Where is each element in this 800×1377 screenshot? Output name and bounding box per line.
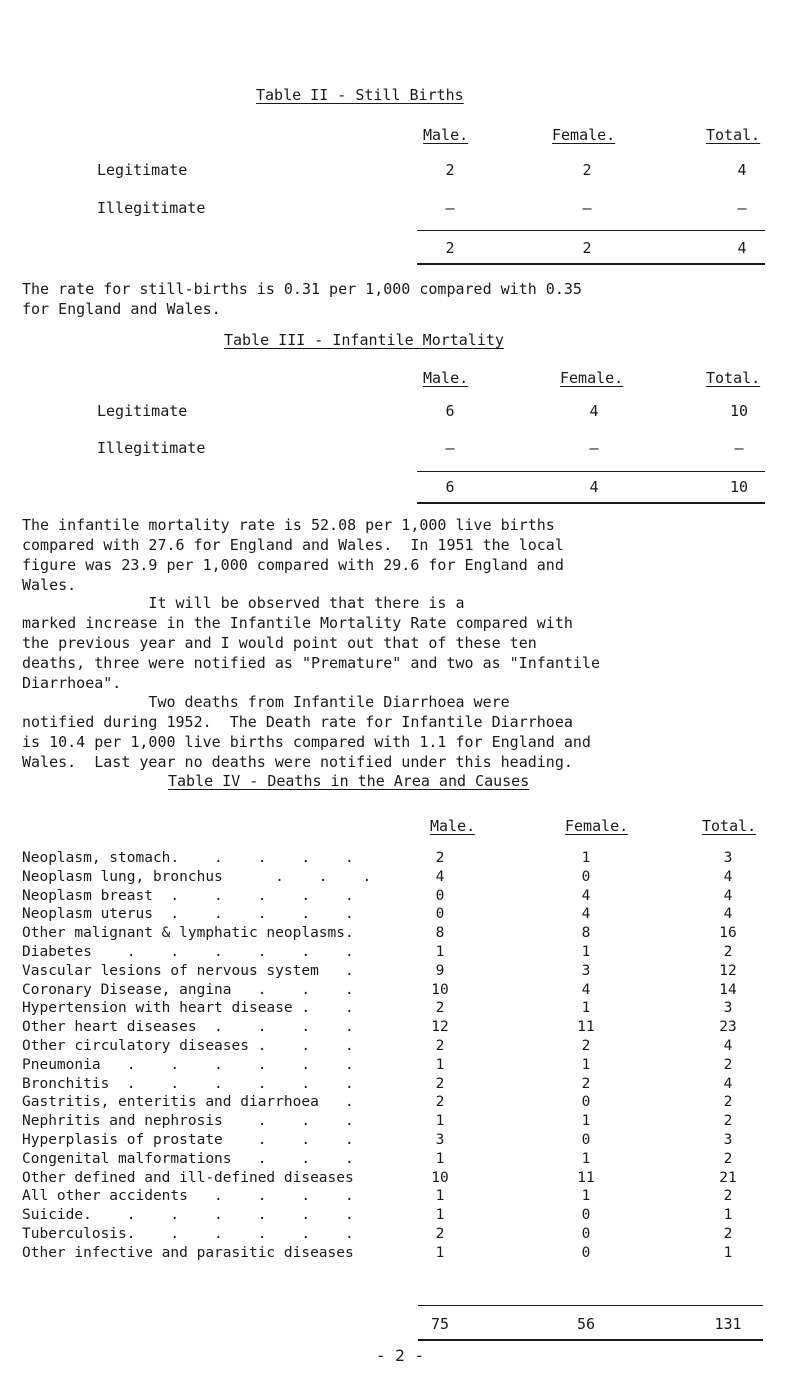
total-value: 10 xyxy=(729,402,749,420)
male-value: 1 xyxy=(435,1207,445,1224)
cause-label: Congenital malformations . . . xyxy=(22,1150,354,1167)
male-value: 2 xyxy=(435,1226,445,1242)
table4-header-male: Male. xyxy=(430,817,476,835)
male-value: 2 xyxy=(435,1075,445,1092)
female-value: 2 xyxy=(581,1038,591,1054)
total-value: 4 xyxy=(723,1038,733,1054)
cause-label: Other infective and parasitic diseases xyxy=(22,1244,354,1261)
male-value: 3 xyxy=(435,1132,445,1148)
cause-label: Other malignant & lymphatic neoplasms. xyxy=(22,925,354,942)
total-value: 2 xyxy=(723,1056,733,1073)
female-value: 4 xyxy=(581,906,591,923)
cause-label: Pneumonia . . . . . . xyxy=(22,1056,354,1073)
female-value: 1 xyxy=(581,1150,591,1167)
cause-label: Hyperplasis of prostate . . . xyxy=(22,1132,354,1148)
total-value: 2 xyxy=(723,1150,733,1167)
female-value: – xyxy=(589,439,599,457)
female-value: 0 xyxy=(581,868,591,885)
male-total: 75 xyxy=(430,1315,450,1333)
male-total: 6 xyxy=(445,478,455,496)
male-value: – xyxy=(445,199,455,217)
total-value: 4 xyxy=(723,1075,733,1092)
male-value: 1 xyxy=(435,1113,445,1130)
female-value: 4 xyxy=(581,981,591,998)
total-value: 4 xyxy=(737,161,747,179)
infantile-diarrhoea-paragraph: Two deaths from Infantile Diarrhoea were notified during 1952. The Death rate for Infantile Diarrhoea is 10.4 per 1,000 live births compared with 1.1 for England and Wales. Last year no deaths were notified under this heading. xyxy=(22,693,591,771)
female-value: 0 xyxy=(581,1132,591,1148)
table4-header-total: Total. xyxy=(702,817,757,835)
total-value: 16 xyxy=(719,925,737,942)
male-value: 6 xyxy=(445,402,455,420)
female-value: 4 xyxy=(589,402,599,420)
male-value: 2 xyxy=(435,1000,445,1017)
table2-header-female: Female. xyxy=(552,126,616,144)
total-value: 1 xyxy=(723,1244,733,1261)
cause-label: Suicide. . . . . . . xyxy=(22,1207,354,1224)
cause-label: Gastritis, enteritis and diarrhoea . xyxy=(22,1094,354,1111)
table3-header-male: Male. xyxy=(423,369,469,387)
table3-header-total: Total. xyxy=(706,369,761,387)
cause-label: Tuberculosis. . . . . . xyxy=(22,1226,354,1242)
total-value: 14 xyxy=(719,981,737,998)
table4-bottom-rule xyxy=(418,1339,763,1341)
table2-bottom-rule xyxy=(417,263,765,265)
male-value: 10 xyxy=(431,981,449,998)
total-value: 1 xyxy=(723,1207,733,1224)
still-birth-rate-paragraph: The rate for still-births is 0.31 per 1,000 compared with 0.35 for England and Wales. xyxy=(22,280,582,318)
total-value: 23 xyxy=(719,1019,737,1036)
male-value: 0 xyxy=(435,887,445,904)
total-value: 4 xyxy=(723,887,733,904)
female-total: 2 xyxy=(582,239,592,257)
male-value: 10 xyxy=(431,1169,449,1186)
row-label: Legitimate xyxy=(97,161,188,179)
male-value: 8 xyxy=(435,925,445,942)
cause-label: Other heart diseases . . . . xyxy=(22,1019,354,1036)
total-value: 2 xyxy=(723,944,733,960)
total-value: 3 xyxy=(723,850,733,866)
female-value: 2 xyxy=(582,161,592,179)
male-total: 2 xyxy=(445,239,455,257)
total-value: 4 xyxy=(723,906,733,923)
male-value: 9 xyxy=(435,962,445,979)
total-value: 3 xyxy=(723,1132,733,1148)
female-value: 1 xyxy=(581,1188,591,1205)
table2-header-total: Total. xyxy=(706,126,761,144)
female-value: 1 xyxy=(581,1113,591,1130)
infant-mortality-observation-paragraph: It will be observed that there is a marked increase in the Infantile Mortality Rate compared with the previous year and I would point out that of these ten deaths, three were notified as "Premature" and two as "Infantile Diarrhoea". xyxy=(22,594,600,692)
female-value: 11 xyxy=(577,1019,595,1036)
cause-label: Bronchitis . . . . . . xyxy=(22,1075,354,1092)
cause-label: Coronary Disease, angina . . . xyxy=(22,981,354,998)
female-value: 0 xyxy=(581,1207,591,1224)
total-value: 21 xyxy=(719,1169,737,1186)
table2-header-male: Male. xyxy=(423,126,469,144)
male-value: – xyxy=(445,439,455,457)
female-value: – xyxy=(582,199,592,217)
cause-label: Neoplasm uterus . . . . . xyxy=(22,906,354,923)
male-value: 2 xyxy=(445,161,455,179)
total-value: 12 xyxy=(719,962,737,979)
female-value: 2 xyxy=(581,1075,591,1092)
grand-total: 4 xyxy=(737,239,747,257)
cause-label: Other circulatory diseases . . . xyxy=(22,1038,354,1054)
total-value: 3 xyxy=(723,1000,733,1017)
female-value: 3 xyxy=(581,962,591,979)
infant-mortality-rate-paragraph: The infantile mortality rate is 52.08 per 1,000 live births compared with 27.6 for England and Wales. In 1951 the local figure was 23.9 per 1,000 compared with 29.6 for England and Wales. xyxy=(22,516,564,594)
row-label: Legitimate xyxy=(97,402,188,420)
table3-title: Table III - Infantile Mortality xyxy=(224,331,504,349)
total-value: 4 xyxy=(723,868,733,885)
male-value: 2 xyxy=(435,1094,445,1111)
female-value: 11 xyxy=(577,1169,595,1186)
cause-label: Vascular lesions of nervous system . xyxy=(22,962,354,979)
table4-top-rule xyxy=(418,1305,763,1306)
total-value: 2 xyxy=(723,1094,733,1111)
female-value: 8 xyxy=(581,925,591,942)
male-value: 2 xyxy=(435,850,445,866)
total-value: – xyxy=(734,439,744,457)
male-value: 0 xyxy=(435,906,445,923)
female-value: 1 xyxy=(581,944,591,960)
male-value: 1 xyxy=(435,1150,445,1167)
table4-title: Table IV - Deaths in the Area and Causes xyxy=(168,772,530,790)
table3-top-rule xyxy=(417,471,765,472)
female-value: 0 xyxy=(581,1226,591,1242)
cause-label: Hypertension with heart disease . . xyxy=(22,1000,354,1017)
total-value: – xyxy=(737,199,747,217)
male-value: 2 xyxy=(435,1038,445,1054)
row-label: Illegitimate xyxy=(97,439,206,457)
page-number: - 2 - xyxy=(375,1346,425,1365)
cause-label: All other accidents . . . . xyxy=(22,1188,354,1205)
female-value: 0 xyxy=(581,1094,591,1111)
table3-bottom-rule xyxy=(417,502,765,504)
total-value: 2 xyxy=(723,1226,733,1242)
male-value: 4 xyxy=(435,868,445,885)
table3-header-female: Female. xyxy=(560,369,624,387)
table4-header-female: Female. xyxy=(565,817,629,835)
female-total: 56 xyxy=(576,1315,596,1333)
female-value: 0 xyxy=(581,1244,591,1261)
female-value: 1 xyxy=(581,1000,591,1017)
table2-top-rule xyxy=(417,230,765,231)
total-value: 2 xyxy=(723,1188,733,1205)
male-value: 12 xyxy=(431,1019,449,1036)
female-value: 1 xyxy=(581,850,591,866)
female-total: 4 xyxy=(589,478,599,496)
grand-total: 10 xyxy=(729,478,749,496)
cause-label: Other defined and ill-defined diseases xyxy=(22,1169,354,1186)
female-value: 1 xyxy=(581,1056,591,1073)
male-value: 1 xyxy=(435,1056,445,1073)
cause-label: Neoplasm lung, bronchus . . . xyxy=(22,868,372,885)
row-label: Illegitimate xyxy=(97,199,206,217)
table2-title: Table II - Still Births xyxy=(256,86,464,104)
female-value: 4 xyxy=(581,887,591,904)
grand-total: 131 xyxy=(714,1315,742,1333)
total-value: 2 xyxy=(723,1113,733,1130)
male-value: 1 xyxy=(435,1188,445,1205)
cause-label: Diabetes . . . . . . xyxy=(22,944,354,960)
male-value: 1 xyxy=(435,1244,445,1261)
cause-label: Nephritis and nephrosis . . . xyxy=(22,1113,354,1130)
cause-label: Neoplasm, stomach. . . . . xyxy=(22,850,354,866)
cause-label: Neoplasm breast . . . . . xyxy=(22,887,354,904)
male-value: 1 xyxy=(435,944,445,960)
